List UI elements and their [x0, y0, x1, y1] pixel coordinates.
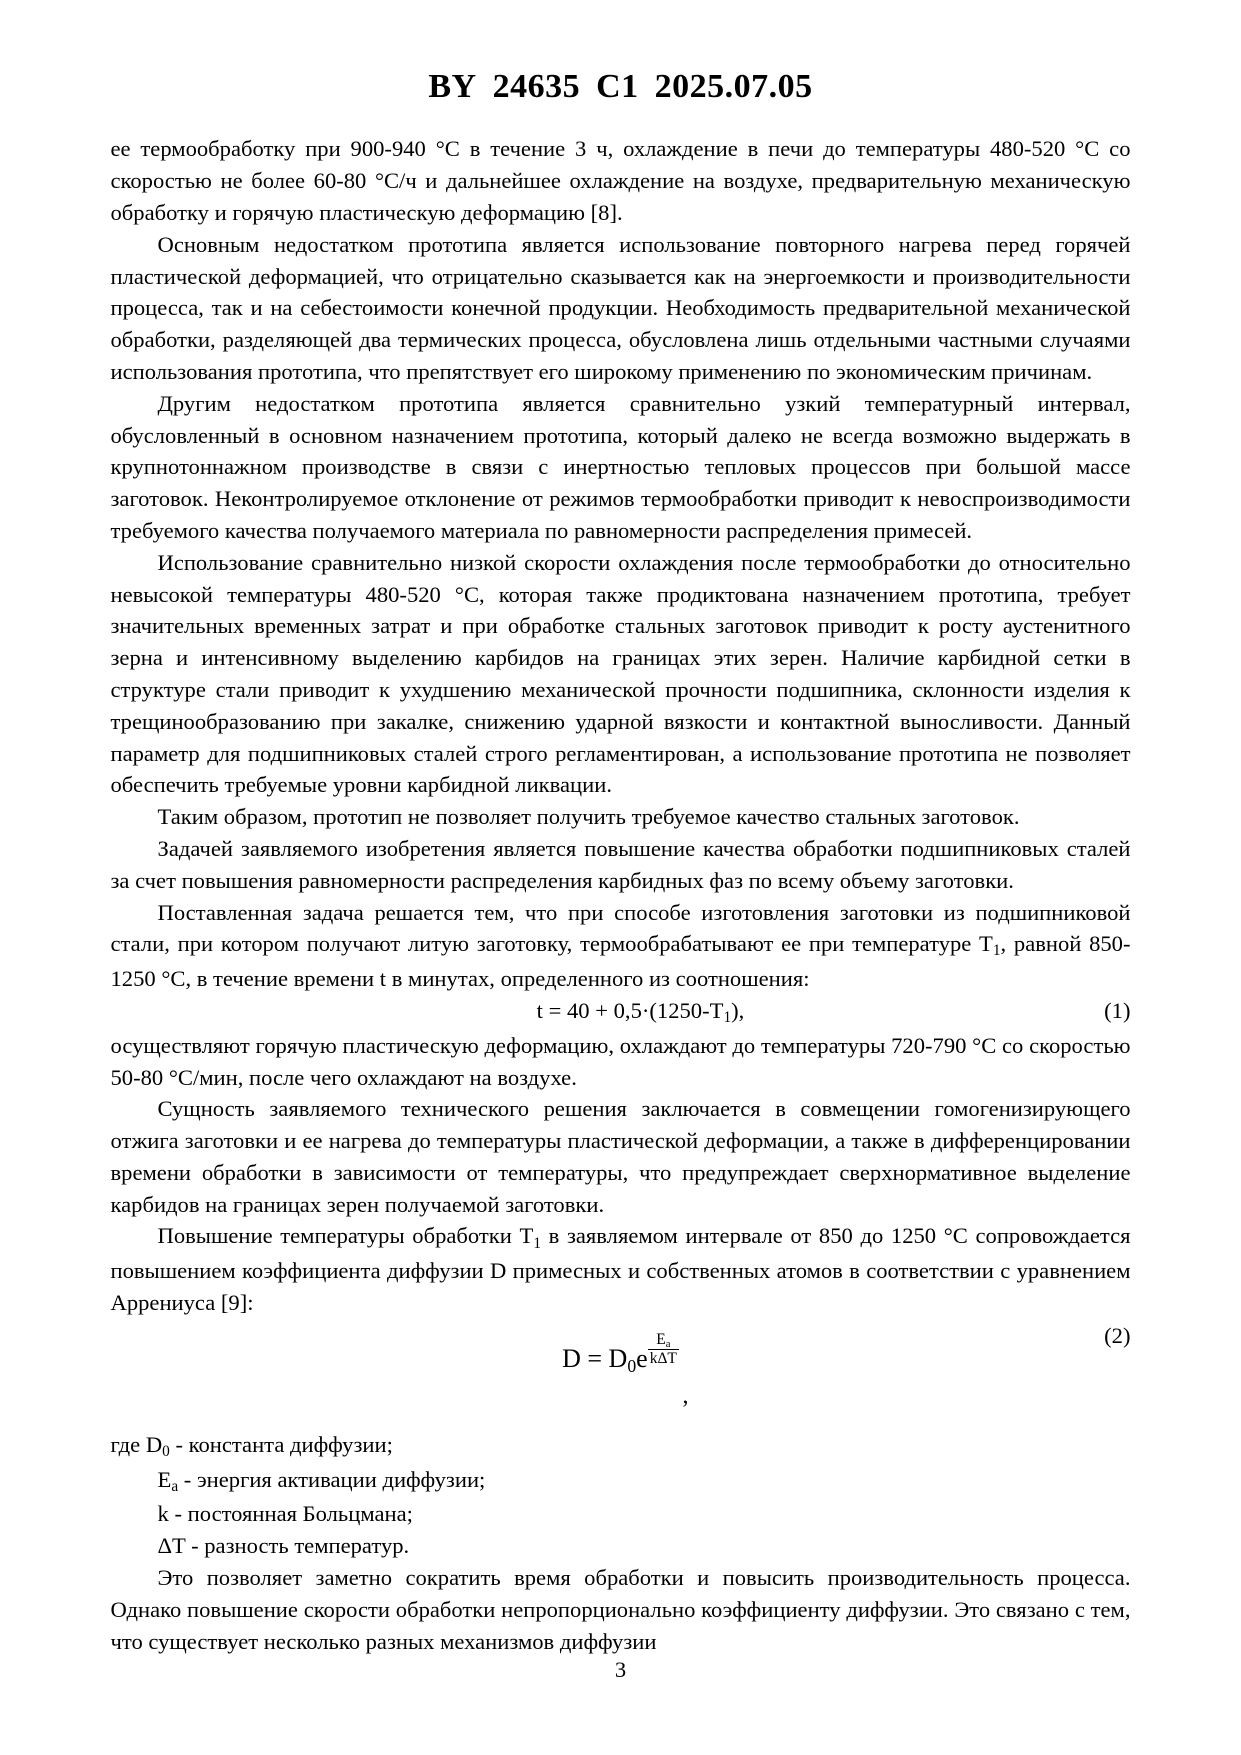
paragraph-before-equation-2	[111, 1220, 1131, 1318]
equation-1-body	[111, 995, 1131, 1030]
para-eq2-text-before: Повышение температуры обработки Т	[157, 1223, 534, 1249]
definition-term-dt: ΔT	[157, 1533, 186, 1559]
definition-item-dt	[111, 1530, 1131, 1562]
definition-text-k: - постоянная Больцмана;	[168, 1501, 413, 1527]
definition-term-d0: где D	[110, 1431, 163, 1457]
definition-term-k: k	[157, 1501, 169, 1527]
para-eq2-subscript: 1	[533, 1234, 541, 1252]
equation-2-center	[111, 1330, 1131, 1381]
page-number: 3	[614, 1657, 627, 1682]
paragraph-essence: Сущность заявляемого технического решения заключается в совмещении гомогенизирующего отжига заготовки и ее нагрева до температуры пластической деформации, а также в дифференцировании времени обработки в зависимости от температуры, что предупреждает сверхнормативное выделение карбидов на границах зерен получаемой заготовки.	[110, 1096, 1131, 1217]
definition-text-dt: - разность температур.	[185, 1533, 410, 1559]
equation-1-number: (1)	[1104, 997, 1131, 1023]
document-body	[111, 105, 1131, 1657]
equation-2-lhs-subscript: 0	[627, 1355, 637, 1376]
equation-2-lhs: D = D	[562, 1343, 628, 1373]
equation-2-number: (2)	[1104, 1322, 1131, 1348]
equation-2-exponent-numerator	[648, 1332, 679, 1350]
equation-2	[111, 1323, 1131, 1429]
equation-2-exponent-denominator: kΔT	[649, 1350, 677, 1368]
definition-text-ea: - энергия активации диффузии;	[178, 1466, 486, 1492]
header-kind-code: C1	[596, 68, 639, 105]
equation-1-lhs: t = 40 + 0,5·(1250-Т	[536, 997, 724, 1023]
equation-1-subscript: 1	[723, 1009, 732, 1027]
paragraph-cooling-rate: Использование сравнительно низкой скорости охлаждения после термообработки до относительно невысокой температуры 480-520 °С, которая также продиктована назначением прототипа, требует значительных временных затрат и при обработке стальных заготовок приводит к росту аустенитного зерна и интенсивному выделению карбидов на границах этих зерен. Наличие карбидной сетки в структуре стали приводит к ухудшению механической прочности подшипника, склонности изделия к трещинообразованию при закалке, снижению ударной вязкости и контактной выносливости. Данный параметр для подшипниковых сталей строго регламентирован, а использование прототипа не позволяет обеспечить требуемые уровни карбидной ликвации.	[110, 549, 1131, 798]
paragraph-final: Это позволяет заметно сократить время обработки и повысить производительность процесса. Однако повышение скорости обработки непропорционально коэффициенту диффузии. Это связано с тем, что существует несколько разных механизмов диффузии	[110, 1565, 1131, 1654]
paragraph-prototype-drawback-other: Другим недостатком прототипа является сравнительно узкий температурный интервал, обусловленный в основном назначением прототипа, который далеко не всегда возможно выдержать в крупнотоннажном производстве в связи с инертностью тепловых процессов при большой массе заготовок. Неконтролируемое отклонение от режимов термообработки приводит к невоспроизводимости требуемого качества получаемого материала по равномерности распределения примесей.	[110, 390, 1131, 543]
definition-item-ea	[111, 1464, 1131, 1499]
header-country-code: BY	[428, 68, 477, 105]
definition-sub-d0: 0	[162, 1443, 170, 1461]
paragraph-prototype-drawback-main: Основным недостатком прототипа является использование повторного нагрева перед горячей пластической деформацией, что отрицательно сказывается как на энергоемкости и производительности процесса, так и на себестоимости конечной продукции. Необходимость предварительной механической обработки, разделяющей два термических процесса, обусловлена лишь отдельными частными случаями использования прототипа, что препятствует его широкому применению по экономическим причинам.	[110, 231, 1131, 384]
equation-2-exponent-numerator-symbol: E	[656, 1330, 666, 1348]
definition-item-k	[111, 1498, 1131, 1530]
equation-1	[111, 995, 1131, 1030]
paragraph-after-equation-1: осуществляют горячую пластическую деформацию, охлаждают до температуры 720-790 °С со скоростью 50-80 °С/мин, после чего охлаждают на воздухе.	[110, 1032, 1131, 1090]
page-header	[0, 0, 1241, 105]
equation-2-body	[562, 1330, 679, 1381]
definition-term-ea: E	[157, 1466, 172, 1492]
para-eq1-text-after: , равной 850-1250 °С, в течение времени t в минутах, определенного из соотношения:	[110, 931, 1131, 992]
equation-1-tail: ),	[731, 997, 745, 1023]
paragraph-invention-task: Задачей заявляемого изобретения является повышение качества обработки подшипниковых сталей за счет повышения равномерности распределения карбидных фаз по всему объему заготовки.	[110, 835, 1131, 893]
para-eq1-text-before: Поставленная задача решается тем, что при способе изготовления заготовки из подшипниковой стали, при котором получают литую заготовку, термообрабатывают ее при температуре Т	[110, 899, 1131, 957]
equation-2-trailing-comma: ,	[682, 1382, 689, 1409]
para-eq2-text-after: в заявляемом интервале от 850 до 1250 °С сопровождается повышением коэффициента диффузии D примесных и собственных атомов в соответствии с уравнением Аррениуса [9]:	[110, 1223, 1131, 1316]
definition-text-d0: - константа диффузии;	[169, 1431, 393, 1457]
header-date: 2025.07.05	[654, 68, 813, 105]
equation-2-exponent	[648, 1332, 679, 1368]
equation-2-exponent-numerator-subscript: a	[665, 1338, 671, 1350]
definitions-list	[111, 1429, 1131, 1562]
header-doc-number: 24635	[492, 68, 581, 105]
paragraph-continuation: ее термообработку при 900-940 °С в течение 3 ч, охлаждение в печи до температуры 480-520 °С со скоростью не более 60-80 °С/ч и дальнейшее охлаждение на воздухе, предварительную механическую обработку и горячую пластическую деформацию [8].	[110, 136, 1131, 225]
paragraph-conclusion: Таким образом, прототип не позволяет получить требуемое качество стальных заготовок.	[157, 804, 1020, 830]
equation-2-base: e	[636, 1343, 648, 1373]
definition-sub-ea: a	[171, 1477, 179, 1495]
para-eq1-subscript: 1	[992, 942, 1001, 960]
paragraph-before-equation-1	[111, 897, 1131, 995]
definition-item-d0	[111, 1429, 1131, 1464]
